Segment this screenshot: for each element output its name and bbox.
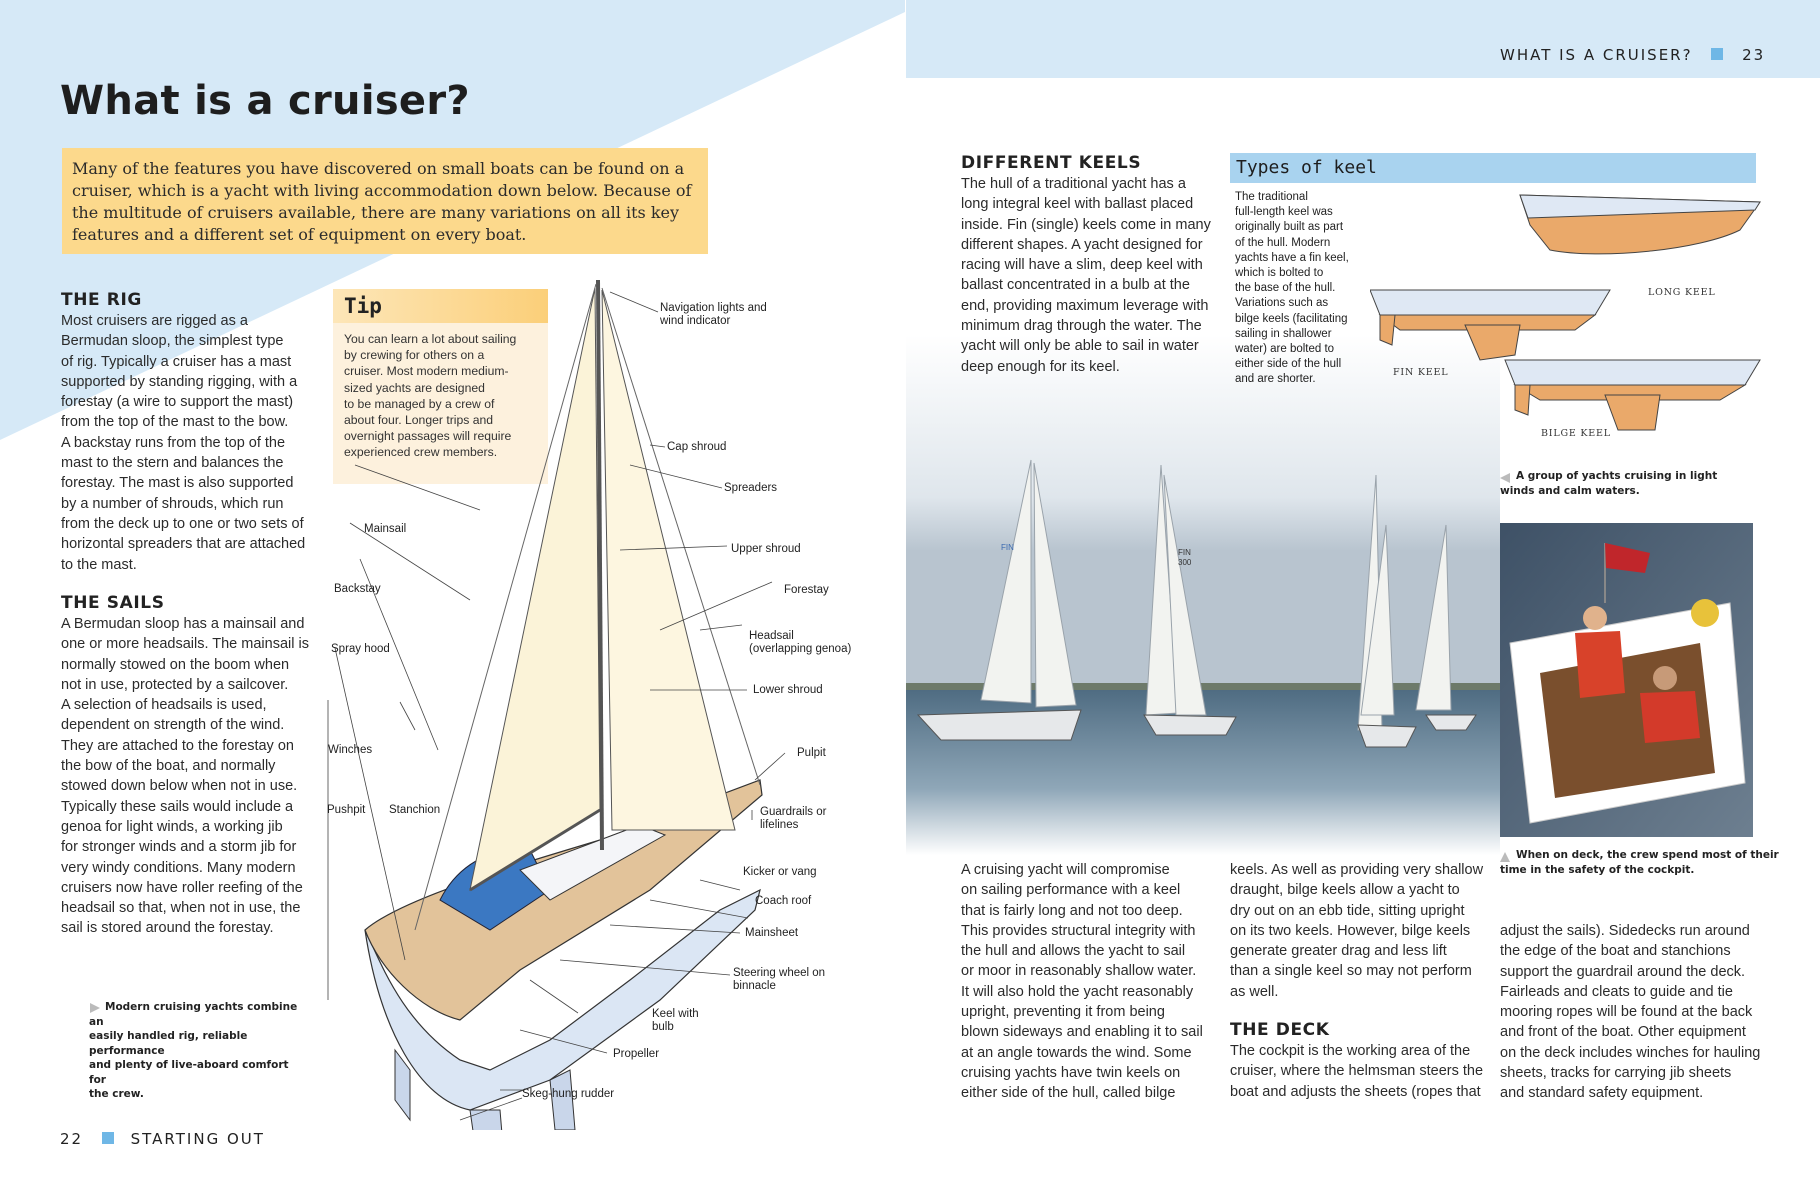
column-3-text: adjust the sails). Sidedecks run around the edge of the boat and stanchions support the guardrail around the deck. Fairleads and cleats to guide and tie mooring ropes will be found at the back and front of the boat. Other equipment on the deck includes winches for hauling sheets, tracks for carrying jib sheets and standard safety equipment.: [1500, 923, 1761, 1102]
rig-text: Most cruisers are rigged as a Bermudan sloop, the simplest type of rig. Typically a cruiser has a mast supported by standing rigging, with a forestay (a wire to support the mast) from the top of the mast to the bow. A backstay runs from the top of the mast to the stern and balances the forestay. The mast is also supported by a number of shrouds, which run from the deck up to one or two sets of horizontal spreaders that are attached to the mast.: [61, 313, 306, 573]
folio-right: [1500, 46, 1765, 64]
sail-number-b: FIN 300: [1178, 548, 1192, 567]
keel-diagrams: [1370, 190, 1762, 440]
page-number-right: 23: [1742, 46, 1766, 64]
keels-heading: DIFFERENT KEELS: [961, 153, 1142, 173]
tip-heading: Tip: [333, 289, 548, 323]
page-title: What is a cruiser?: [60, 78, 470, 124]
label-pulpit: Pulpit: [797, 747, 826, 759]
column-2-text: keels. As well as providing very shallow draught, bilge keels allow a yacht to dry out on an ebb tide, sitting upright on its two keels. However, bilge keels generate greater drag and less lift than a single keel so may not perform as well.: [1230, 862, 1484, 1000]
tip-text: You can learn a lot about sailing by crewing for others on a cruiser. Most modern medium- sized yachts are designed to be managed by a crew of about four. Longer trips and overnight passages will require experienced crew members.: [344, 332, 517, 460]
keels-text: The hull of a traditional yacht has a long integral keel with ballast placed inside. Fin (single) keels come in many different shapes. A yacht designed for racing will have a slim, deep keel with ballast concentrated in a bulb at the end, providing maximum leverage with minimum drag through the water. The yacht will only be able to sail in water deep enough for its keel.: [961, 176, 1211, 375]
label-pushpit: Pushpit: [327, 804, 366, 816]
navigation-lights: [320, 270, 321, 271]
label-guardrails: Guardrails or lifelines: [760, 806, 827, 831]
section-name-left: STARTING OUT: [130, 1130, 265, 1148]
keel-types-text: The traditional full-length keel was originally built as part of the hull. Modern yachts have a fin keel, which is bolted to the base of the hull. Variations such as bilge keels (facilitating sailing in shallower water) are bolted to either side of the hull and are shorter.: [1235, 191, 1349, 386]
folio-square-icon: [102, 1132, 114, 1144]
label-rudder: Skeg-hung rudder: [522, 1088, 615, 1100]
label-mainsail: Mainsail: [364, 523, 407, 535]
label-coach-roof: Coach roof: [755, 895, 812, 907]
label-forestay: Forestay: [784, 584, 829, 596]
yacht-diagram: [320, 270, 880, 1130]
label-stanchion: Stanchion: [389, 804, 441, 816]
label-backstay: Backstay: [334, 583, 381, 595]
label-steering-wheel: Steering wheel on binnacle: [733, 967, 826, 992]
label-kicker: Kicker or vang: [743, 866, 817, 878]
label-winches: Winches: [328, 744, 373, 756]
label-upper-shroud: Upper shroud: [731, 543, 801, 555]
sail-number-a: FIN: [1001, 543, 1014, 552]
bilge-keel-hull: [1505, 360, 1760, 430]
long-keel-label: LONG KEEL: [1648, 287, 1716, 298]
deck-photo-caption: When on deck, the crew spend most of their time in the safety of the cockpit.: [1500, 849, 1779, 876]
deck-heading: THE DECK: [1230, 1020, 1330, 1040]
label-propeller: Propeller: [613, 1048, 660, 1060]
label-spray-hood: Spray hood: [331, 643, 390, 655]
long-keel-hull: [1520, 195, 1760, 254]
folio-left: [60, 1130, 265, 1148]
deck-crew-photo: [1500, 523, 1753, 837]
label-lower-shroud: Lower shroud: [753, 684, 823, 696]
sails-heading: THE SAILS: [61, 593, 165, 613]
diagram-caption: Modern cruising yachts combine an easily handled rig, reliable performance and plenty of live-aboard comfort for the crew.: [89, 1001, 298, 1100]
label-nav-lights: Navigation lights and wind indicator: [660, 302, 767, 327]
label-keel-bulb: Keel with bulb: [652, 1008, 699, 1033]
section-name-right: WHAT IS A CRUISER?: [1500, 46, 1693, 64]
yacht-illustration: [365, 280, 762, 1130]
label-spreaders: Spreaders: [724, 482, 778, 494]
label-headsail: Headsail (overlapping genoa): [749, 630, 852, 655]
page-number-left: 22: [60, 1130, 84, 1148]
rig-heading: THE RIG: [61, 290, 142, 310]
bilge-keel-label: BILGE KEEL: [1541, 428, 1611, 439]
column-1-text: A cruising yacht will compromise on sailing performance with a keel that is fairly long and not too deep. This provides structural integrity with the hull and allows the yacht to sail or moor in reasonably shallow water. It will also hold the yacht reasonably upright, preventing it from being blown sideways and enabling it to sail at an angle towards the wind. Some cruising yachts have twin keels on either side of the hull, called bilge: [961, 862, 1203, 1102]
intro-panel: Many of the features you have discovered on small boats can be found on a cruiser, which is a yacht with living accommodation down below. Because of the multitude of cruisers available, there are many variations on all its key features and a different set of equipment on every boat.: [62, 148, 708, 254]
keel-types-heading: Types of keel: [1230, 153, 1756, 183]
folio-square-icon-right: [1711, 48, 1723, 60]
label-mainsheet: Mainsheet: [745, 927, 799, 939]
fin-keel-hull: [1370, 290, 1610, 360]
sails-text: A Bermudan sloop has a mainsail and one or more headsails. The mainsail is normally stowed on the boom when not in use, protected by a sailcover. A selection of headsails is used, dependent on strength of the wind. They are attached to the forestay on the bow of the boat, and normally stowed down below when not in use. Typically these sails would include a genoa for light winds, a working jib for stronger winds and a storm jib for very windy conditions. Many modern cruisers now have roller reefing of the headsail so that, when not in use, the sail is stored around the forestay.: [61, 616, 309, 937]
deck-text: The cockpit is the working area of the cruiser, where the helmsman steers the boat and adjusts the sheets (ropes that: [1230, 1043, 1484, 1100]
group-photo-caption: A group of yachts cruising in light winds and calm waters.: [1500, 470, 1718, 497]
fin-keel-label: FIN KEEL: [1393, 367, 1449, 378]
label-cap-shroud: Cap shroud: [667, 441, 727, 453]
